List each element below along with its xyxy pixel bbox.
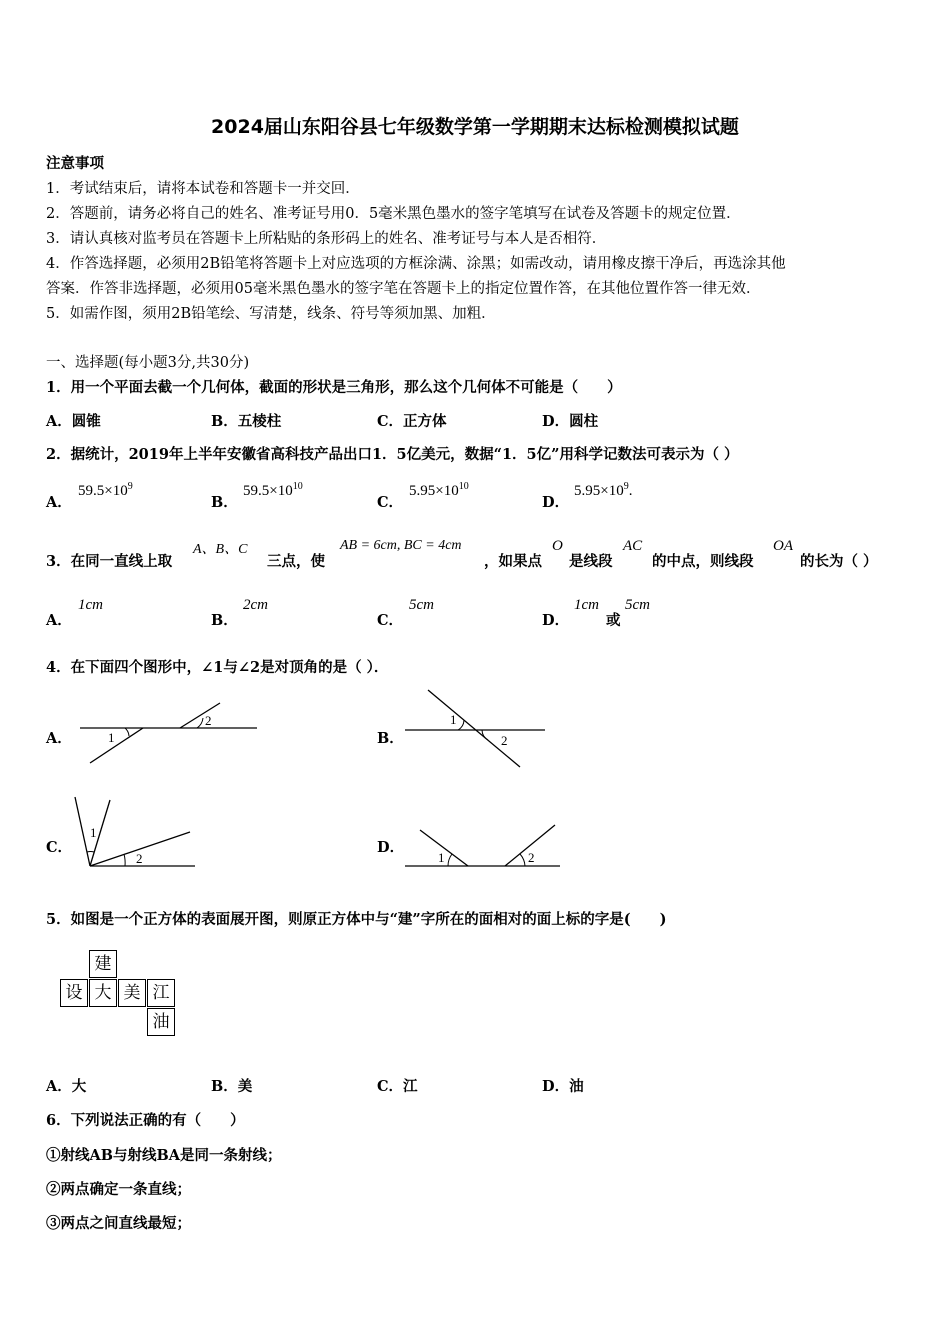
q3-text: 是线段 [569, 553, 613, 570]
q6-statement: ③两点之间直线最短； [46, 1215, 191, 1232]
angle-2-label: 2 [528, 850, 535, 865]
q3-condition: AB = 6cm, BC = 4cm [340, 538, 462, 553]
net-face: 油 [147, 1008, 175, 1036]
q3-option-a-value: 1cm [78, 597, 103, 613]
angle-2-label: 2 [501, 733, 508, 748]
net-face: 美 [118, 979, 146, 1007]
notice-item: 5．如需作图，须用2B铅笔绘、写清楚，线条、符号等须加黑、加粗． [46, 306, 496, 322]
q1-option-b[interactable]: B．五棱柱 [211, 413, 282, 430]
page-title: 2024届山东阳谷县七年级数学第一学期期末达标检测模拟试题 [211, 116, 739, 138]
q3-text: ，如果点 [484, 553, 542, 570]
angle-1-label: 1 [438, 850, 445, 865]
angle-1-label: 1 [108, 730, 115, 745]
q5-option-b[interactable]: B．美 [211, 1078, 253, 1095]
q1-option-d[interactable]: D．圆柱 [542, 413, 599, 430]
q2-option-a[interactable]: A． [46, 494, 72, 511]
q3-option-c-value: 5cm [409, 597, 434, 613]
notice-item: 2．答题前，请务必将自己的姓名、准考证号用0．5毫米黑色墨水的签字笔填写在试卷及答题卡的规定位置． [46, 206, 741, 222]
q4-option-d[interactable]: D． [377, 839, 405, 856]
q4-figure-d [400, 820, 570, 872]
q5-option-a[interactable]: A．大 [46, 1078, 87, 1095]
q2-option-c[interactable]: C． [377, 494, 404, 511]
notice-item: 4．作答选择题，必须用2B铅笔将答题卡上对应选项的方框涂满、涂黑；如需改动，请用橡皮擦干净后，再选涂其他 [46, 256, 786, 272]
q3-point-o: O [552, 538, 563, 554]
q3-segment-ac: AC [623, 538, 643, 554]
angle-1-label: 1 [90, 825, 97, 840]
q3-option-d-value: 1cm [574, 597, 599, 613]
q3-option-d-value2: 5cm [625, 597, 650, 613]
angle-2-label: 2 [205, 713, 212, 728]
q2-option-d[interactable]: D． [542, 494, 570, 511]
question-6-stem: 6．下列说法正确的有（ ） [46, 1112, 245, 1129]
q1-option-a[interactable]: A．圆锥 [46, 413, 101, 430]
q3-option-b[interactable]: B． [211, 612, 238, 629]
q3-option-b-value: 2cm [243, 597, 268, 613]
q3-option-c[interactable]: C． [377, 612, 404, 629]
question-5-stem: 5．如图是一个正方体的表面展开图，则原正方体中与“建”字所在的面相对的面上标的字是( ) [46, 911, 667, 928]
net-face: 建 [89, 950, 117, 978]
question-2-stem: 2．据统计，2019年上半年安徽省高科技产品出口1．5亿美元，数据“1．5亿”用科学记数法可表示为（ ） [46, 446, 739, 463]
q4-option-b[interactable]: B． [377, 730, 404, 747]
q4-option-c[interactable]: C． [46, 839, 73, 856]
notice-item: 3．请认真核对监考员在答题卡上所粘贴的条形码上的姓名、准考证号与本人是否相符． [46, 231, 607, 247]
q6-statement: ②两点确定一条直线； [46, 1181, 191, 1198]
net-face: 设 [60, 979, 88, 1007]
section-heading: 一、选择题(每小题3分,共30分) [46, 355, 250, 371]
q5-option-d[interactable]: D．油 [542, 1078, 584, 1095]
q3-points: A、B、C [193, 542, 248, 557]
q3-segment-oa: OA [773, 538, 793, 554]
q2-option-d-value: $5.95\times 10^9$. [574, 481, 633, 499]
question-3-prefix: 3．在同一直线上取 [46, 553, 173, 570]
q3-text: 的中点，则线段 [652, 553, 754, 570]
notice-item: 答案．作答非选择题，必须用05毫米黑色墨水的签字笔在答题卡上的指定位置作答，在其他位置作答一律无效． [46, 281, 761, 297]
question-1-stem: 1．用一个平面去截一个几何体，截面的形状是三角形，那么这个几何体不可能是（ ） [46, 379, 622, 396]
q2-option-c-value: $5.95\times 10^{10}$ [409, 481, 469, 499]
q3-text: 三点，使 [267, 553, 325, 570]
q3-option-d[interactable]: D． [542, 612, 570, 629]
net-face: 江 [147, 979, 175, 1007]
question-4-stem: 4．在下面四个图形中，∠1与∠2是对顶角的是（ ）． [46, 659, 389, 676]
q1-option-c[interactable]: C．正方体 [377, 413, 447, 430]
notice-item: 1．考试结束后，请将本试卷和答题卡一并交回． [46, 181, 360, 197]
q4-figure-b [400, 682, 560, 772]
q4-option-a[interactable]: A． [46, 730, 72, 747]
q3-text: 的长为（ ） [800, 553, 878, 570]
angle-1-label: 1 [450, 712, 457, 727]
q3-option-d-or: 或 [606, 612, 621, 629]
q2-option-b-value: $59.5\times 10^{10}$ [243, 481, 303, 499]
q3-option-a[interactable]: A． [46, 612, 72, 629]
q5-option-c[interactable]: C．江 [377, 1078, 418, 1095]
q6-statement: ①射线AB与射线BA是同一条射线； [46, 1147, 282, 1164]
q4-figure-a [75, 688, 265, 768]
notice-heading: 注意事项 [46, 155, 104, 172]
q2-option-a-value: $59.5\times 10^9$ [78, 481, 133, 499]
angle-2-label: 2 [136, 851, 143, 866]
q4-figure-c [70, 792, 200, 872]
net-face: 大 [89, 979, 117, 1007]
q2-option-b[interactable]: B． [211, 494, 238, 511]
